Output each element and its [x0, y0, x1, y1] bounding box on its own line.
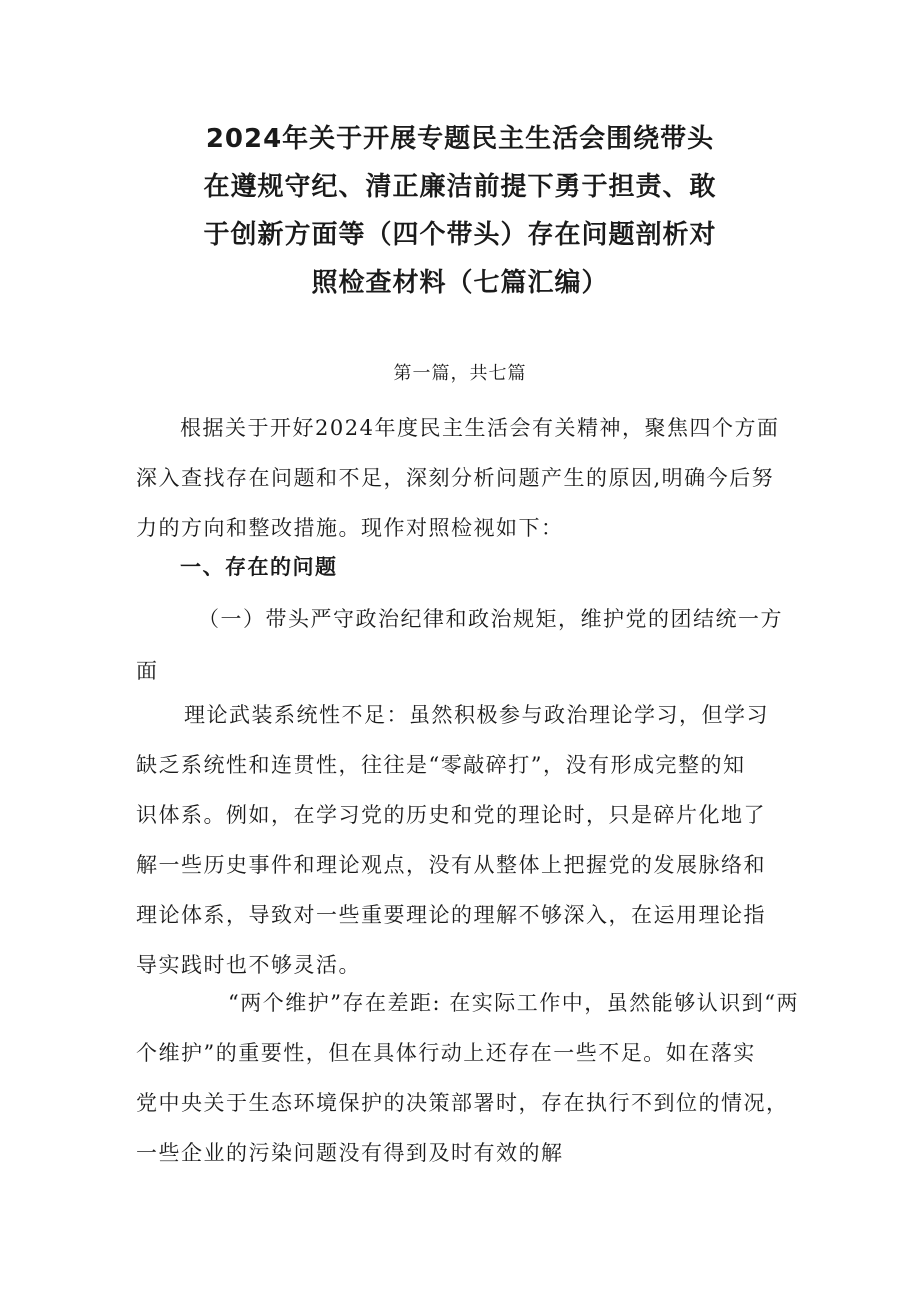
document-title [0, 115, 920, 307]
intro-paragraph [136, 403, 796, 553]
subsection-line-2: 面 [136, 659, 159, 683]
title-line-3: 于创新方面等（四个带头）存在问题剖析对 [203, 220, 717, 250]
theory-line-3: 识体系。例如，在学习党的历史和党的理论时，只是碎片化地了 [136, 803, 766, 827]
maintain-line-3: 党中央关于生态环境保护的决策部署时，存在执行不到位的情况， [136, 1091, 789, 1115]
document-subtitle: 第一篇，共七篇 [393, 363, 527, 384]
theory-line-4: 解一些历史事件和理论观点，没有从整体上把握党的发展脉络和 [136, 853, 766, 877]
maintain-line-1: “两个维护”存在差距: 在实际工作中，虽然能够认识到“两 [228, 991, 799, 1015]
theory-line-1: 理论武装系统性不足：虽然积极参与政治理论学习，但学习 [184, 703, 769, 727]
theory-line-6: 导实践时也不够灵活。 [136, 953, 361, 977]
intro-line-2: 深入查找存在问题和不足，深刻分析问题产生的原因,明确今后努 [136, 466, 775, 490]
subsection-line-1: （一）带头严守政治纪律和政治规矩，维护党的团结统一方 [198, 607, 783, 631]
title-line-1: 2024年关于开展专题民主生活会围绕带头 [205, 124, 715, 154]
theory-paragraph [136, 690, 796, 990]
intro-line-1: 根据关于开好2024年度民主生活会有关精神，聚焦四个方面 [180, 416, 780, 440]
theory-line-2: 缺乏系统性和连贯性，往往是“零敲碎打”，没有形成完整的知 [136, 753, 746, 777]
maintain-line-2: 个维护”的重要性，但在具体行动上还存在一些不足。如在落实 [136, 1041, 756, 1065]
two-safeguards-paragraph [136, 978, 799, 1178]
maintain-line-4: 一些企业的污染问题没有得到及时有效的解 [136, 1141, 564, 1165]
subsection-heading [136, 593, 796, 697]
section-heading: 一、存在的问题 [180, 555, 338, 579]
title-line-4: 照检查材料（七篇汇编） [311, 268, 609, 298]
intro-line-3: 力的方向和整改措施。现作对照检视如下： [136, 516, 564, 540]
title-line-2: 在遵规守纪、清正廉洁前提下勇于担责、敢 [203, 172, 717, 202]
theory-line-5: 理论体系，导致对一些重要理论的理解不够深入，在运用理论指 [136, 903, 766, 927]
